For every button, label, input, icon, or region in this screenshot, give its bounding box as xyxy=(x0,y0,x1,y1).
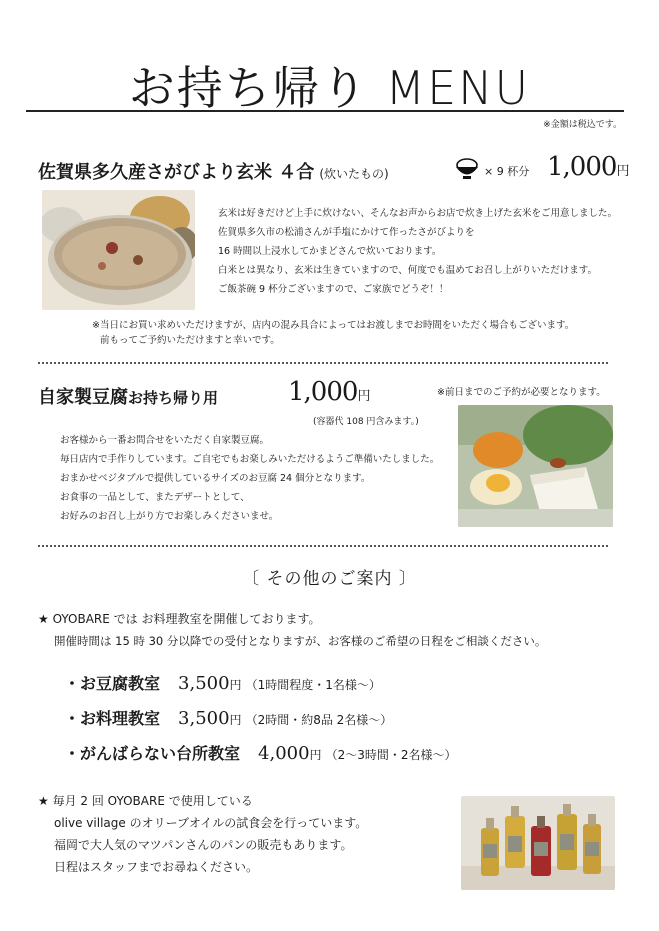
item1-yen: 円 xyxy=(616,164,630,179)
class-name: ・がんばらない台所教室 xyxy=(64,744,241,763)
olive-event-line: olive village のオリーブオイルの試食会を行っています。 xyxy=(54,816,368,830)
class-row xyxy=(64,741,456,764)
rice-bowl-icon xyxy=(454,158,480,180)
item1-servings: × 9 杯分 xyxy=(484,165,530,178)
item2-yen: 円 xyxy=(357,389,371,404)
item1-note-line: ※当日にお買い求めいただけますが、店内の混み具合によってはお渡しまでお時間をいただく場合もございます。 xyxy=(92,320,575,331)
class-yen: 円 xyxy=(229,678,242,692)
tax-note: ※金額は税込です。 xyxy=(543,120,622,130)
class-detail: （2時間・約8品 2名様～） xyxy=(245,713,393,727)
section-divider xyxy=(38,545,608,547)
item1-name-note: (炊いたもの) xyxy=(319,167,389,181)
item2-desc-line: おまかせベジタブルで提供しているサイズのお豆腐 24 個分となります。 xyxy=(60,473,371,484)
tofu-photo xyxy=(458,405,613,527)
item1-price: 1,000 xyxy=(547,152,617,182)
item1-desc-line: 白米とは異なり、玄米は生きていますので、何度でも温めてお召し上がりいただけます。 xyxy=(218,265,598,276)
class-detail: （2～3時間・2名様～） xyxy=(325,748,457,762)
other-info-title: 〔 その他のご案内 〕 xyxy=(242,569,417,589)
olive-event xyxy=(38,790,458,878)
item1-note-line: 前もってご予約いただけますと幸いです。 xyxy=(100,335,280,346)
item1-description xyxy=(218,204,638,299)
class-name: ・お豆腐教室 xyxy=(64,674,161,693)
olive-oil-photo xyxy=(461,796,615,890)
class-name: ・お料理教室 xyxy=(64,709,161,728)
item2-container-note: (容器代 108 円含みます。) xyxy=(313,417,419,427)
brown-rice-photo xyxy=(42,190,195,310)
class-intro-line: 開催時間は 15 時 30 分以降での受付となりますが、お客様のご希望の日程をご相談ください。 xyxy=(54,634,547,648)
olive-event-line: 日程はスタッフまでお尋ねください。 xyxy=(54,860,259,874)
class-intro xyxy=(38,608,638,652)
item2-desc-line: お食事の一品として、またデザートとして、 xyxy=(60,492,250,503)
item1-name: 佐賀県多久産さがびより玄米 ４合 xyxy=(38,162,315,183)
class-detail: （1時間程度・1名様～） xyxy=(245,678,381,692)
item1-heading xyxy=(38,158,389,184)
item1-desc-line: 16 時間以上浸水してかまどさんで炊いております。 xyxy=(218,246,442,257)
class-yen: 円 xyxy=(309,748,322,762)
class-price: 3,500 xyxy=(178,673,230,694)
class-price: 4,000 xyxy=(258,743,310,764)
item2-name-b: お持ち帰り用 xyxy=(128,389,219,407)
item1-desc-line: ご飯茶碗 9 杯分ございますので、ご家族でどうぞ！！ xyxy=(218,284,449,295)
item2-reserve-note: ※前日までのご予約が必要となります。 xyxy=(437,387,606,398)
section-divider xyxy=(38,362,608,364)
item1-desc-line: 玄米は好きだけど上手に炊けない、そんなお声からお店で炊き上げた玄米をご用意しました。 xyxy=(218,208,618,219)
title-divider xyxy=(26,110,624,112)
item2-desc-line: 毎日店内で手作りしています。ご自宅でもお楽しみいただけるようご準備いたしました。 xyxy=(60,454,440,465)
class-intro-line: ★ OYOBARE では お料理教室を開催しております。 xyxy=(38,612,321,626)
class-row xyxy=(64,671,381,694)
item2-name-a: 自家製豆腐 xyxy=(38,387,128,408)
class-price: 3,500 xyxy=(178,708,230,729)
class-yen: 円 xyxy=(229,713,242,727)
item1-desc-line: 佐賀県多久市の松浦さんが手塩にかけて作ったさがびよりを xyxy=(218,227,475,238)
item2-heading xyxy=(38,383,218,409)
olive-event-line: ★ 毎月 2 回 OYOBARE で使用している xyxy=(38,794,253,808)
item1-notes xyxy=(92,318,632,348)
olive-event-line: 福岡で大人気のマツパンさんのパンの販売もあります。 xyxy=(54,838,353,852)
item2-price: 1,000 xyxy=(288,377,358,407)
item2-description xyxy=(60,431,460,526)
class-row xyxy=(64,706,392,729)
item2-desc-line: お好みのお召し上がり方でお楽しみくださいませ。 xyxy=(60,511,279,522)
item2-desc-line: お客様から一番お問合せをいただく自家製豆腐。 xyxy=(60,435,270,446)
item2-price-group xyxy=(288,377,370,407)
item1-price-group xyxy=(547,152,629,182)
page-title: お持ち帰り MENU xyxy=(128,61,531,115)
